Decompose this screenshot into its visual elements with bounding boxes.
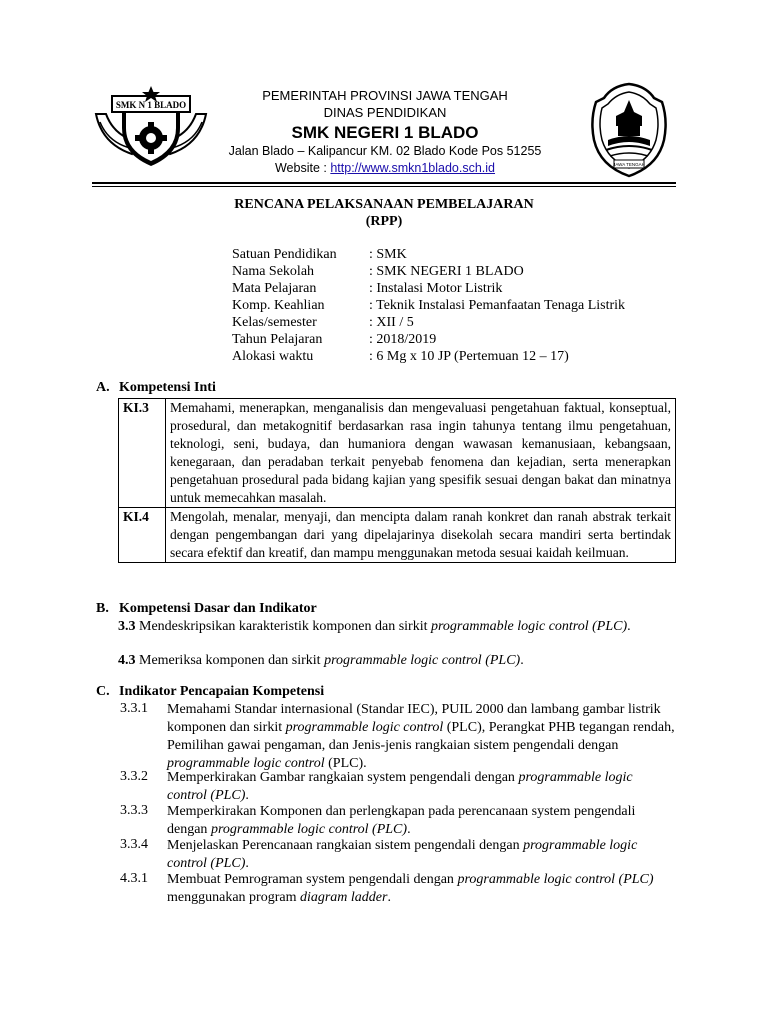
indicator-part: . [387, 890, 391, 905]
indicator-part: . [245, 788, 249, 803]
info-value: : 2018/2019 [369, 332, 437, 347]
indicator-part: Memperkirakan Komponen dan perlengkapan pada perencanaan system pengendali dengan [167, 804, 636, 837]
header-department: DINAS PENDIDIKAN [323, 105, 447, 120]
basic-competency-item [118, 618, 674, 636]
indicator-part: Memahami Standar internasional (Standar IEC), PUIL 2000 dan lambang gambar listrik komponen dan sirkit [167, 702, 661, 735]
competency-italic-term: programmable logic control (PLC) [324, 653, 521, 668]
letterhead-divider [92, 182, 676, 184]
table-cell-code: KI.3 [119, 399, 166, 508]
provincial-emblem-icon [588, 80, 670, 180]
letterhead-divider-thin [92, 186, 676, 187]
indicator-italic-term: programmable logic control [167, 756, 329, 771]
indicator-italic-term: programmable logic control (PLC) [210, 822, 408, 837]
indicator-number: 3.3.4 [120, 837, 148, 852]
indicator-italic-term: programmable logic control (PLC) [457, 872, 654, 887]
info-label: Satuan Pendidikan [232, 247, 337, 262]
header-school-name: SMK NEGERI 1 BLADO [291, 123, 479, 142]
logo-text: SMK N 1 BLADO [115, 100, 187, 110]
header-province: PEMERINTAH PROVINSI JAWA TENGAH [262, 88, 508, 103]
section-title: Indikator Pencapaian Kompetensi [119, 684, 325, 699]
info-label: Mata Pelajaran [232, 281, 317, 296]
indicator-part: Membuat Pemrograman system pengendali dengan [167, 872, 458, 887]
competency-text: Mendeskripsikan karakteristik komponen dan sirkit [135, 619, 431, 634]
province-emblem [588, 80, 670, 180]
competency-number: 4.3 [118, 653, 136, 668]
indicator-italic-term: diagram ladder [299, 890, 388, 905]
section-b-heading [96, 601, 596, 619]
gear-wing-logo-icon [92, 84, 210, 170]
section-title: Kompetensi Dasar dan Indikator [119, 601, 317, 616]
competency-number: 3.3 [118, 619, 136, 634]
info-label: Kelas/semester [232, 315, 317, 330]
website-label: Website : [274, 161, 331, 175]
document-subtitle: (RPP) [365, 214, 403, 229]
section-a-heading [96, 380, 596, 398]
indicator-text [167, 701, 675, 773]
indicator-number: 4.3.1 [120, 871, 148, 886]
table-cell-description: Mengolah, menalar, menyaji, dan mencipta dalam ranah konkret dan ranah abstrak terkait dengan pengembangan dari yang dipelajarinya disekolah secara mandiri serta bertindak secara efektif dan kreatif, dan mampu menggunakan metoda sesuai kaidah keilmuan. [166, 508, 676, 563]
header-address: Jalan Blado – Kalipancur KM. 02 Blado Kode Pos 51255 [228, 144, 542, 158]
school-logo [92, 84, 210, 170]
indicator-italic-term: programmable logic control (PLC) [167, 770, 633, 803]
indicator-part: (PLC). [328, 756, 367, 771]
info-label: Alokasi waktu [232, 349, 314, 364]
section-c-heading [96, 684, 596, 702]
indicator-part: menggunakan program [167, 890, 300, 905]
indicator-number: 3.3.1 [120, 701, 148, 716]
indicator-text [167, 837, 675, 873]
table-cell-description: Memahami, menerapkan, menganalisis dan mengevaluasi pengetahuan faktual, konseptual, prosedural, dan metakognitif berdasarkan rasa ingin tahunya tentang ilmu pengetahuan, teknologi, seni, budaya, dan humaniora dengan wawasan kemanusiaan, kebangsaan, kenegaraan, dan peradaban terkait penyebab fenomena dan kejadian, serta menerapkan pengetahuan prosedural pada bidang kajian yang spesifik sesuai dengan bakat dan minatnya untuk memecahkan masalah. [166, 399, 676, 508]
document-title: RENCANA PELAKSANAAN PEMBELAJARAN [234, 197, 534, 212]
info-value: : Teknik Instalasi Pemanfaatan Tenaga Listrik [369, 298, 626, 313]
indicator-text [167, 769, 675, 805]
indicator-number: 3.3.3 [120, 803, 148, 818]
section-letter: A. [96, 380, 110, 395]
indicator-number: 3.3.2 [120, 769, 148, 784]
table-cell-code: KI.4 [119, 508, 166, 563]
section-letter: C. [96, 684, 110, 699]
info-label: Nama Sekolah [232, 264, 315, 279]
competency-italic-term: programmable logic control (PLC) [431, 619, 628, 634]
competency-end: . [520, 653, 524, 668]
indicator-text [167, 803, 675, 839]
indicator-text [167, 871, 675, 907]
website-link[interactable]: http://www.smkn1blado.sch.id [330, 161, 496, 175]
indicator-italic-term: programmable logic control (PLC) [167, 838, 638, 871]
header-website [195, 161, 575, 175]
indicator-part: Memperkirakan Gambar rangkaian system pengendali dengan [167, 770, 519, 785]
info-label: Tahun Pelajaran [232, 332, 323, 347]
info-value: : Instalasi Motor Listrik [369, 281, 503, 296]
info-value: : 6 Mg x 10 JP (Pertemuan 12 – 17) [369, 349, 569, 364]
info-label: Komp. Keahlian [232, 298, 325, 313]
indicator-part: Menjelaskan Perencanaan rangkaian sistem pengendali dengan [167, 838, 524, 853]
indicator-part: (PLC), Perangkat PHB tegangan rendah, Pemilihan gawai pengaman, dan Jenis-jenis rangkaian sistem pengendali dengan [167, 720, 675, 753]
info-value: : XII / 5 [369, 315, 414, 330]
emblem-text: JAWA TENGAH [613, 162, 645, 167]
table-row [119, 399, 676, 508]
info-value: : SMK NEGERI 1 BLADO [369, 264, 524, 279]
indicator-italic-term: programmable logic control [285, 720, 447, 735]
indicator-part: . [407, 822, 411, 837]
section-title: Kompetensi Inti [119, 380, 216, 395]
indicator-part: . [245, 856, 249, 871]
section-letter: B. [96, 601, 109, 616]
competency-text: Memeriksa komponen dan sirkit [135, 653, 325, 668]
basic-competency-item [118, 652, 674, 670]
table-row [119, 508, 676, 563]
competency-end: . [627, 619, 631, 634]
info-value: : SMK [369, 247, 407, 262]
core-competency-table [118, 398, 676, 563]
